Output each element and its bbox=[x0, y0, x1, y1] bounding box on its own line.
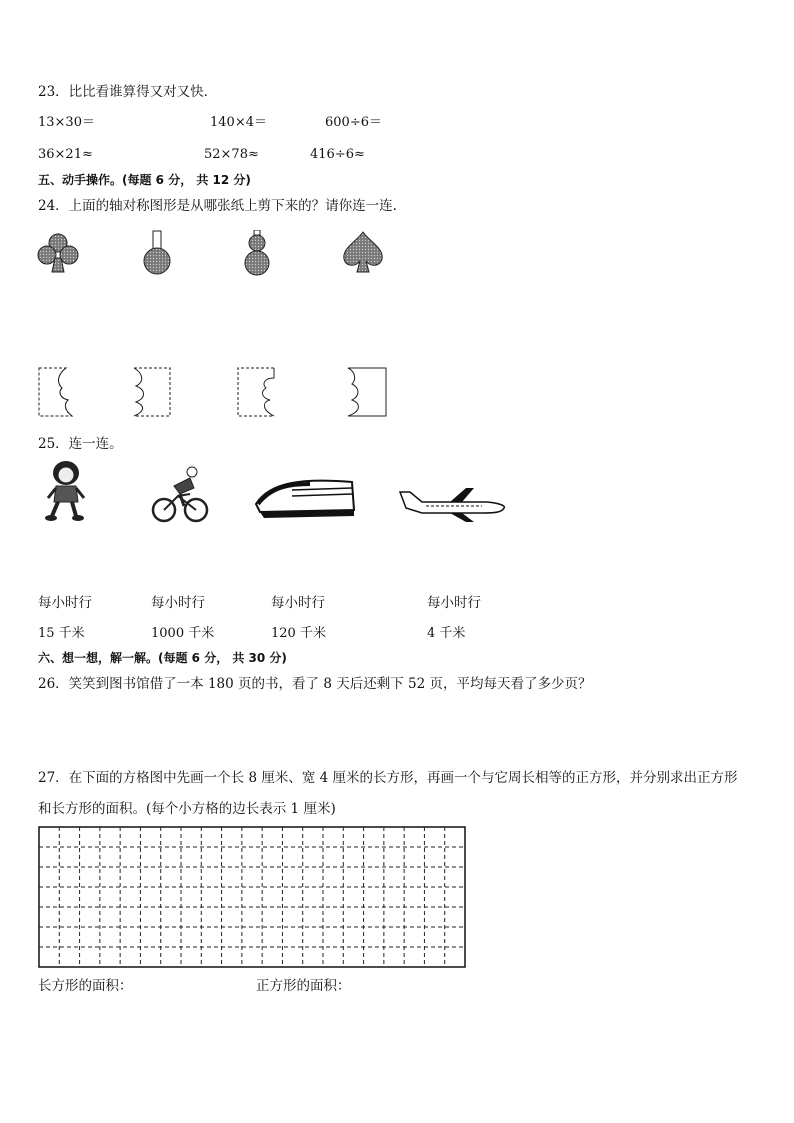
gourd-shape bbox=[242, 230, 272, 276]
section-5-heading: 五、动手操作。(每题 6 分， 共 12 分) bbox=[38, 173, 251, 187]
square-area-label: 正方形的面积： bbox=[256, 978, 351, 994]
folded-paper-3 bbox=[236, 366, 278, 418]
airplane-picture bbox=[396, 486, 508, 522]
speed-label-2: 每小时行 bbox=[151, 595, 205, 611]
section-6-heading: 六、想一想，解一解。(每题 6 分， 共 30 分) bbox=[38, 651, 287, 665]
q27-line-1: 27．在下面的方格图中先画一个长 8 厘米、宽 4 厘米的长方形，再画一个与它周长相等的正方形，并分别求出正方形 bbox=[38, 770, 738, 786]
speed-label-4: 每小时行 bbox=[427, 595, 481, 611]
lollipop-shape bbox=[140, 230, 174, 276]
grid-paper bbox=[38, 826, 468, 970]
q27-line-2: 和长方形的面积。(每个小方格的边长表示 1 厘米) bbox=[38, 801, 336, 817]
high-speed-train-picture bbox=[252, 474, 358, 522]
q23-expr-1: 13×30＝ bbox=[38, 115, 95, 130]
speed-value-2: 1000 千米 bbox=[151, 626, 215, 641]
folded-paper-1 bbox=[36, 366, 78, 418]
q25-title: 25．连一连。 bbox=[38, 436, 123, 452]
q23-expr-3: 600÷6＝ bbox=[325, 115, 382, 130]
spade-shape bbox=[340, 230, 386, 276]
club-shape bbox=[36, 232, 80, 276]
speed-value-1: 15 千米 bbox=[38, 626, 85, 641]
speed-label-1: 每小时行 bbox=[38, 595, 92, 611]
cyclist-picture bbox=[150, 464, 210, 526]
child-walking-picture bbox=[44, 460, 90, 522]
q23-expr-5: 52×78≈ bbox=[204, 147, 259, 162]
q23-expr-4: 36×21≈ bbox=[38, 147, 93, 162]
folded-paper-4 bbox=[344, 366, 388, 418]
speed-label-3: 每小时行 bbox=[271, 595, 325, 611]
q24-title: 24．上面的轴对称图形是从哪张纸上剪下来的？请你连一连. bbox=[38, 198, 397, 214]
speed-value-4: 4 千米 bbox=[427, 626, 466, 641]
speed-value-3: 120 千米 bbox=[271, 626, 326, 641]
q26-text: 26．笑笑到图书馆借了一本 180 页的书，看了 8 天后还剩下 52 页，平均每天看了多少页？ bbox=[38, 676, 592, 692]
rectangle-area-label: 长方形的面积： bbox=[38, 978, 133, 994]
q23-title: 23．比比看谁算得又对又快． bbox=[38, 84, 218, 100]
q23-expr-6: 416÷6≈ bbox=[310, 147, 365, 162]
q23-expr-2: 140×4＝ bbox=[210, 115, 267, 130]
folded-paper-2 bbox=[132, 366, 174, 418]
